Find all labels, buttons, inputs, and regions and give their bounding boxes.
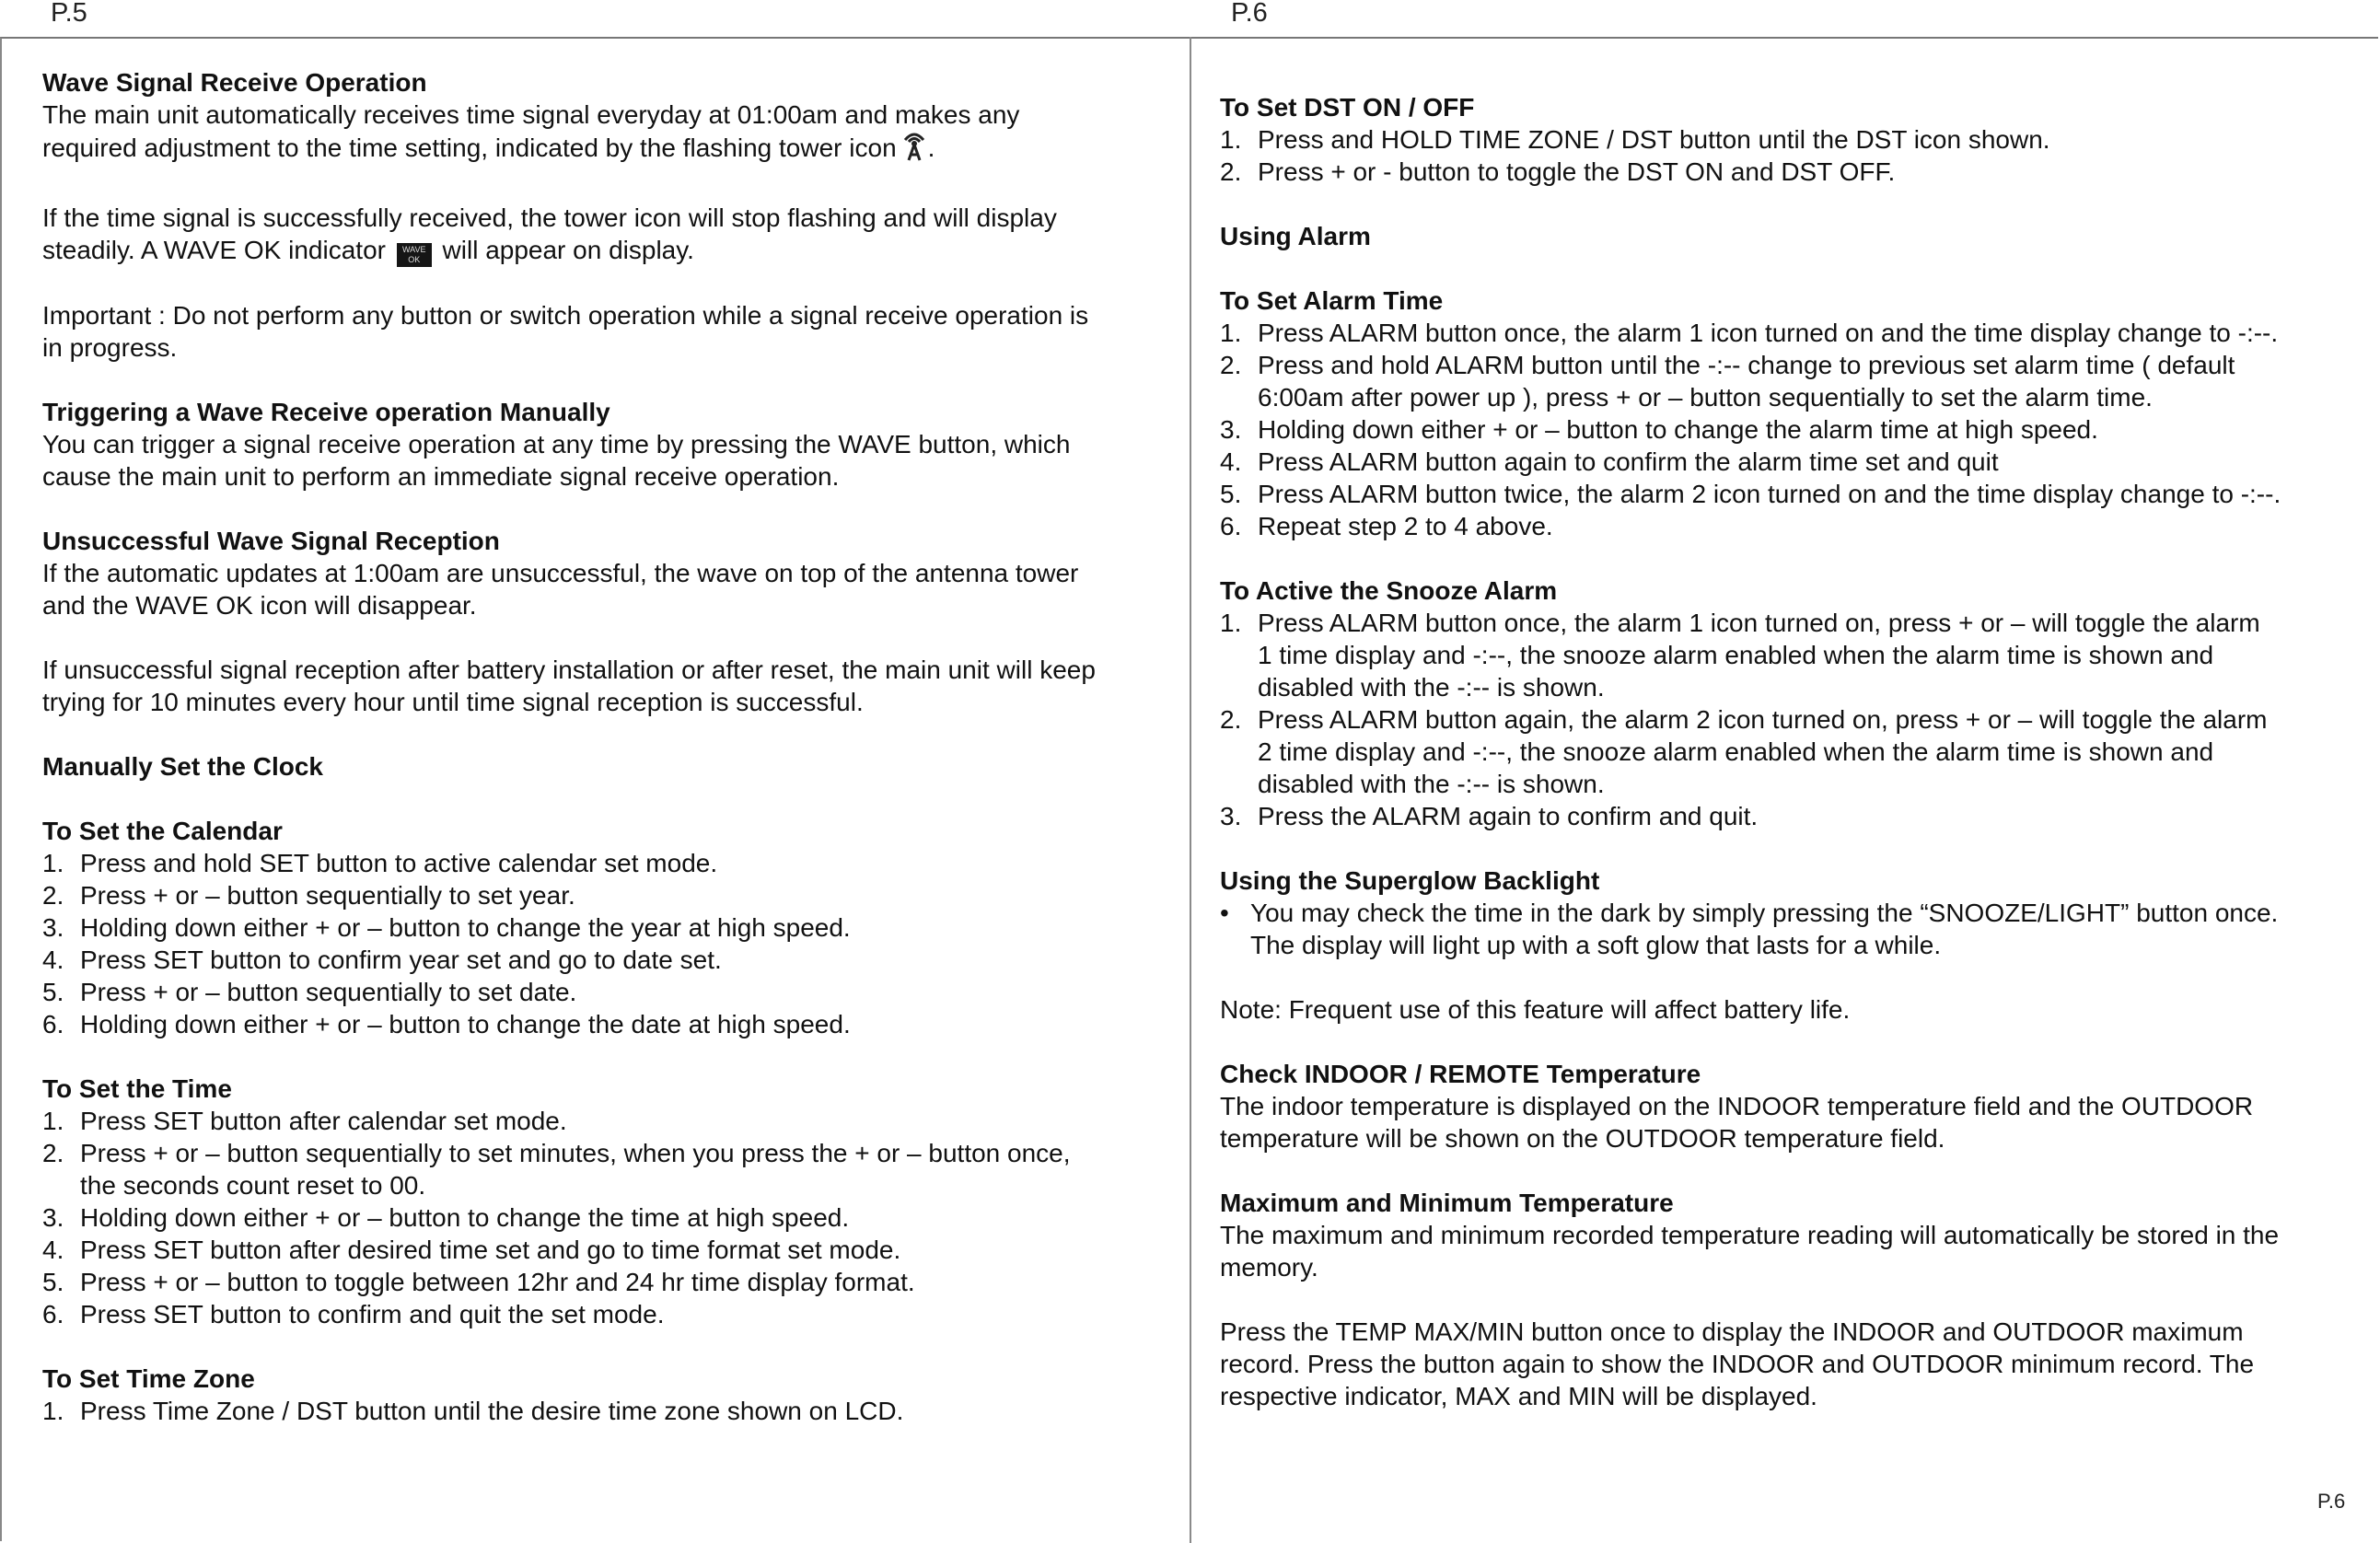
text-line: in progress.: [42, 333, 178, 362]
list-item: 4. Press ALARM button again to confirm the alarm time set and quit: [1220, 447, 1999, 476]
list-item: 1. Press and HOLD TIME ZONE / DST button until the DST icon shown.: [1220, 125, 2050, 154]
list-item: 2. Press + or – button sequentially to set year.: [42, 881, 575, 910]
text-line: steadily. A WAVE OK indicator WAVE OK will appear on display.: [42, 234, 1175, 267]
list-item: 2. Press ALARM button again, the alarm 2 icon turned on, press + or – will toggle the alarm 2 time display and -:--, the snooze alarm enabled when the alarm time is shown and disabled with the -:-- is shown.: [1220, 705, 2268, 798]
text-line: temperature will be shown on the OUTDOOR temperature field.: [1220, 1124, 1945, 1153]
text-line: Press the TEMP MAX/MIN button once to display the INDOOR and OUTDOOR maximum: [1220, 1317, 2244, 1346]
heading-set-time-zone: To Set Time Zone: [42, 1364, 255, 1393]
text-line: trying for 10 minutes every hour until time signal reception is successful.: [42, 688, 864, 716]
heading-set-alarm-time: To Set Alarm Time: [1220, 286, 1444, 315]
text-line: memory.: [1220, 1253, 1318, 1282]
text-line: The maximum and minimum recorded temperature reading will automatically be stored in the: [1220, 1221, 2280, 1249]
list-item: 1. Press and hold SET button to active calendar set mode.: [42, 849, 718, 877]
heading-temperature: Check INDOOR / REMOTE Temperature: [1220, 1060, 1701, 1088]
heading-manual-clock: Manually Set the Clock: [42, 752, 323, 781]
list-item: 5. Press + or – button sequentially to set date.: [42, 978, 577, 1006]
time-zone-steps: [42, 1395, 1175, 1427]
text-line: You can trigger a signal receive operation at any time by pressing the WAVE button, which: [42, 430, 1071, 458]
text-line: The indoor temperature is displayed on the INDOOR temperature field and the OUTDOOR: [1220, 1092, 2254, 1120]
list-item: 1. Press ALARM button once, the alarm 1 icon turned on, press + or – will toggle the alarm 1 time display and -:--, the snooze alarm enabled when the alarm time is shown and disabled with the -:-- is shown.: [1220, 609, 2260, 702]
text-line: If the automatic updates at 1:00am are unsuccessful, the wave on top of the antenna tower: [42, 559, 1079, 587]
column-divider: [1190, 37, 1191, 1543]
note-text: Note: Frequent use of this feature will affect battery life.: [1220, 995, 1851, 1024]
list-item: 5. Press + or – button to toggle between 12hr and 24 hr time display format.: [42, 1268, 915, 1296]
heading-snooze: To Active the Snooze Alarm: [1220, 576, 1558, 605]
antenna-tower-icon: [900, 131, 928, 169]
time-steps: [42, 1105, 1175, 1330]
list-item: 4. Press SET button after desired time set and go to time format set mode.: [42, 1236, 901, 1264]
left-column: [42, 66, 1175, 1427]
heading-set-calendar: To Set the Calendar: [42, 817, 283, 845]
list-item: 1. Press Time Zone / DST button until the desire time zone shown on LCD.: [42, 1397, 904, 1425]
heading-unsuccessful: Unsuccessful Wave Signal Reception: [42, 527, 500, 555]
list-item: 6. Repeat step 2 to 4 above.: [1220, 512, 1553, 540]
backlight-list: [1220, 897, 2348, 961]
text-line: required adjustment to the time setting, indicated by the flashing tower icon .: [42, 131, 1175, 169]
text-line: If the time signal is successfully received, the tower icon will stop flashing and will display: [42, 203, 1057, 232]
heading-triggering: Triggering a Wave Receive operation Manually: [42, 398, 610, 426]
list-item: 2. Press and hold ALARM button until the -:-- change to previous set alarm time ( default 6:00am after power up ), press + or – button sequentially to set the alarm time.: [1220, 351, 2235, 412]
heading-backlight: Using the Superglow Backlight: [1220, 866, 1600, 895]
list-item: 6. Holding down either + or – button to change the date at high speed.: [42, 1010, 851, 1038]
text-line: cause the main unit to perform an immediate signal receive operation.: [42, 462, 840, 491]
heading-dst: To Set DST ON / OFF: [1220, 93, 1475, 122]
list-item: 3. Press the ALARM again to confirm and quit.: [1220, 802, 1759, 830]
list-item: 1. Press SET button after calendar set mode.: [42, 1107, 567, 1135]
right-column: [1220, 66, 2348, 1412]
text-line: respective indicator, MAX and MIN will be displayed.: [1220, 1382, 1817, 1410]
list-item: 5. Press ALARM button twice, the alarm 2 icon turned on and the time display change to -:--.: [1220, 480, 2281, 508]
list-item: 3. Holding down either + or – button to change the year at high speed.: [42, 913, 851, 942]
text-line: and the WAVE OK icon will disappear.: [42, 591, 477, 620]
heading-using-alarm: Using Alarm: [1220, 222, 1371, 250]
text-line: The main unit automatically receives time signal everyday at 01:00am and makes any: [42, 100, 1020, 129]
heading-set-time: To Set the Time: [42, 1074, 232, 1103]
list-item: 2. Press + or – button sequentially to set minutes, when you press the + or – button once, the seconds count reset to 00.: [42, 1139, 1071, 1200]
list-item: 4. Press SET button to confirm year set and go to date set.: [42, 946, 722, 974]
wave-ok-icon: WAVE OK: [397, 243, 432, 267]
page-number-footer: P.6: [2317, 1490, 2346, 1513]
dst-steps: [1220, 123, 2348, 188]
alarm-steps: [1220, 317, 2348, 542]
heading-wave-signal: Wave Signal Receive Operation: [42, 68, 427, 97]
heading-max-min: Maximum and Minimum Temperature: [1220, 1189, 1674, 1217]
list-item: 3. Holding down either + or – button to change the time at high speed.: [42, 1203, 850, 1232]
list-item: 3. Holding down either + or – button to change the alarm time at high speed.: [1220, 415, 2098, 444]
page-number-right: P.6: [1231, 0, 1268, 28]
page-number-left: P.5: [51, 0, 87, 28]
list-item: 2. Press + or - button to toggle the DST ON and DST OFF.: [1220, 157, 1896, 186]
calendar-steps: [42, 847, 1175, 1040]
list-item: • You may check the time in the dark by simply pressing the “SNOOZE/LIGHT” button once. The display will light up with a soft glow that lasts for a while.: [1220, 899, 2279, 959]
snooze-steps: [1220, 607, 2348, 832]
text-line: Important : Do not perform any button or switch operation while a signal receive operation is: [42, 301, 1089, 330]
list-item: 6. Press SET button to confirm and quit the set mode.: [42, 1300, 665, 1328]
text-line: record. Press the button again to show the INDOOR and OUTDOOR minimum record. The: [1220, 1350, 2255, 1378]
list-item: 1. Press ALARM button once, the alarm 1 icon turned on and the time display change to -:--.: [1220, 319, 2279, 347]
text-line: If unsuccessful signal reception after battery installation or after reset, the main unit will keep: [42, 655, 1096, 684]
